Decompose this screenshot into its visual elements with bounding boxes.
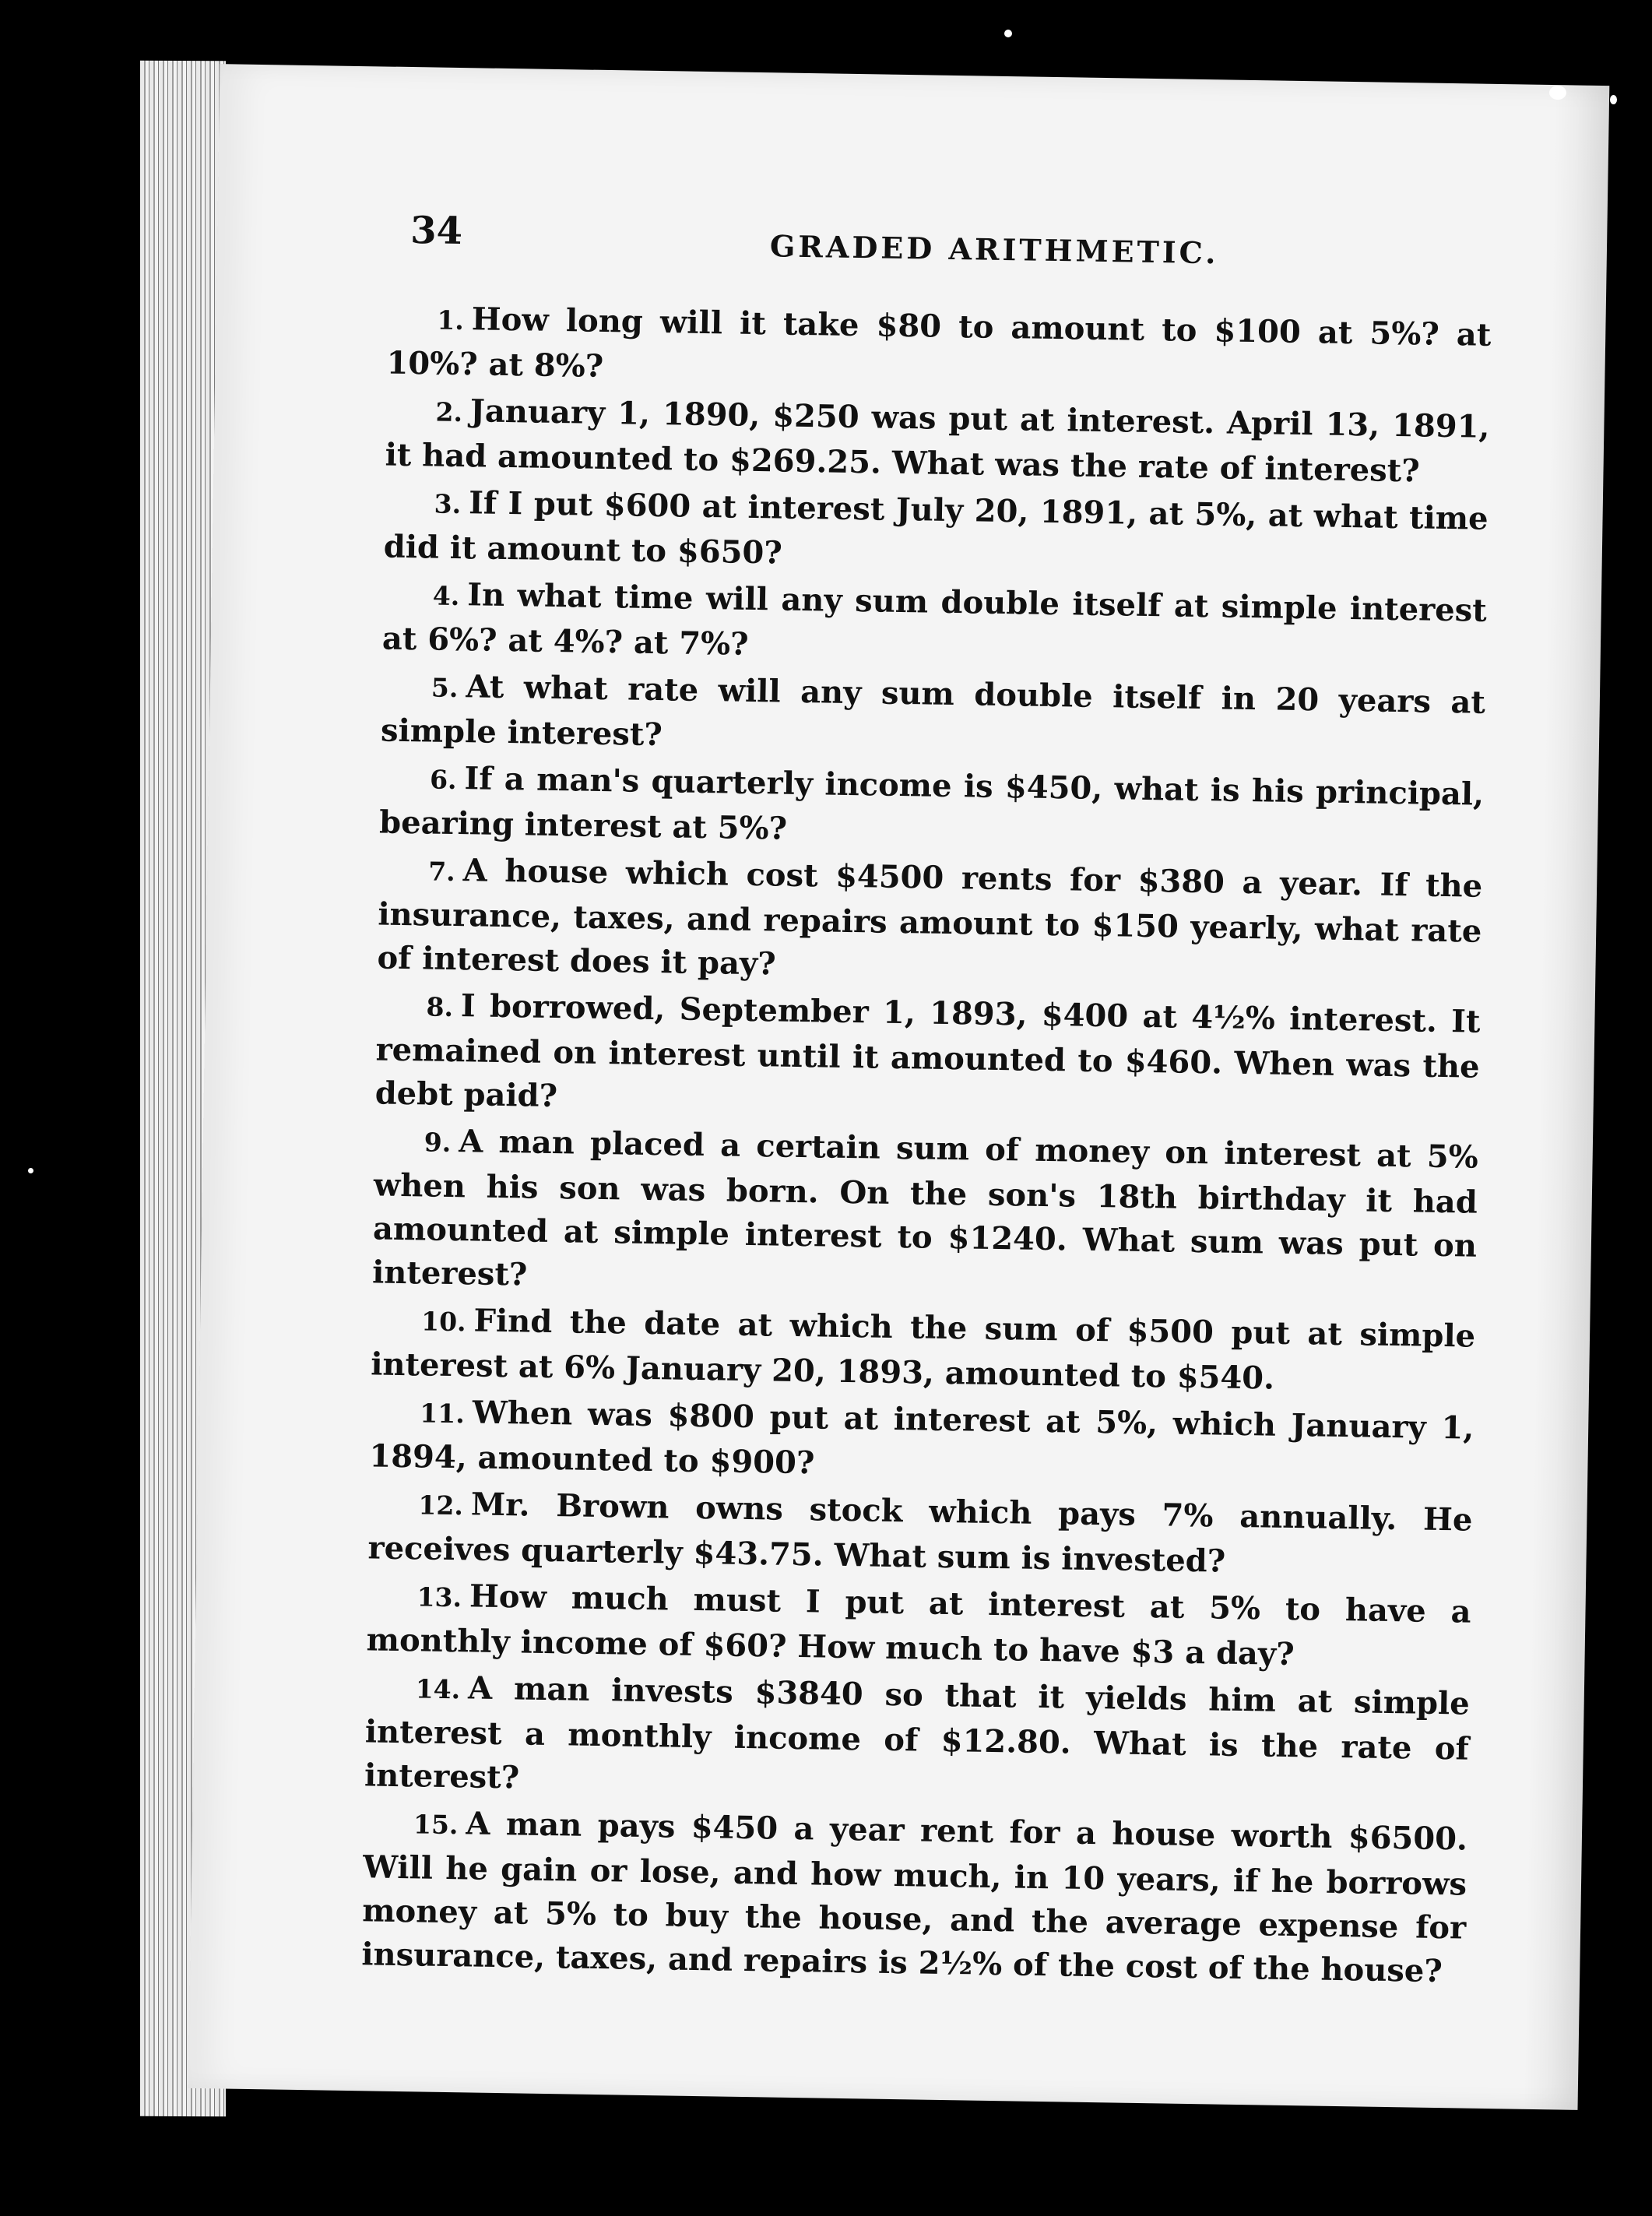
scan-speck — [28, 1168, 33, 1173]
problem-list — [361, 297, 1492, 1997]
paper-page — [188, 64, 1610, 2110]
problem-11 — [369, 1389, 1474, 1495]
problem-4 — [382, 572, 1488, 678]
spine-shadow — [1523, 85, 1609, 2110]
problem-text: A man pays $450 a year rent for a house worth $6500. Will he gain or lose, and how much, in 10 years, if he borrows money at 5% to buy the house, and the average expense for insurance, taxes, and repairs is 2½% of the cost of the house? — [361, 1805, 1468, 1990]
problem-text: January 1, 1890, $250 was put at interest. April 13, 1891, it had amounted to $269.25. What was the rate of interest? — [385, 392, 1490, 490]
problem-6 — [379, 755, 1485, 861]
problem-3 — [383, 480, 1489, 586]
problem-text: If a man's quarterly income is $450, what is his principal, bearing interest at 5%? — [378, 760, 1485, 847]
problem-5 — [381, 664, 1486, 770]
problem-10 — [371, 1297, 1476, 1403]
problem-number: 1. — [437, 304, 465, 336]
problem-13 — [366, 1573, 1471, 1679]
problem-number: 9. — [424, 1127, 452, 1158]
problem-number: 11. — [420, 1398, 466, 1430]
problem-number: 15. — [413, 1809, 459, 1841]
problem-number: 4. — [432, 580, 460, 612]
problem-number: 3. — [434, 488, 462, 520]
problem-text: I borrowed, September 1, 1893, $400 at 4½% interest. It remained on interest until it amounted to $460. When was the debt paid? — [374, 987, 1481, 1115]
problem-2 — [385, 389, 1490, 494]
problem-12 — [367, 1481, 1473, 1587]
problem-number: 13. — [417, 1581, 462, 1613]
problem-text: Mr. Brown owns stock which pays 7% annually. He receives quarterly $43.75. What sum is invested? — [367, 1486, 1473, 1580]
problem-7 — [377, 847, 1482, 997]
problem-text: Find the date at which the sum of $500 put at simple interest at 6% January 20, 1893, amounted to $540. — [370, 1302, 1476, 1397]
problem-number: 12. — [418, 1490, 464, 1521]
problem-text: At what rate will any sum double itself in 20 years at simple interest? — [380, 668, 1486, 754]
problem-number: 10. — [420, 1306, 466, 1338]
problem-text: If I put $600 at interest July 20, 1891, at 5%, at what time did it amount to $650? — [383, 484, 1489, 572]
problem-14 — [364, 1665, 1470, 1814]
problem-9 — [372, 1118, 1478, 1311]
problem-text: A house which cost $4500 rents for $380 a year. If the insurance, taxes, and repairs amount to $150 yearly, what rate of interest does it pay? — [377, 852, 1483, 983]
problem-number: 14. — [415, 1673, 461, 1705]
problem-text: How much must I put at interest at 5% to have a monthly income of $60? How much to have $3 a day? — [366, 1578, 1471, 1673]
scan-speck — [1610, 95, 1617, 104]
problem-number: 7. — [427, 856, 456, 888]
problem-1 — [386, 297, 1492, 403]
scan-speck — [1549, 86, 1566, 100]
scan-speck — [1004, 30, 1012, 37]
problem-number: 5. — [431, 672, 459, 704]
running-head: GRADED ARITHMETIC. — [769, 228, 1219, 271]
problem-text: In what time will any sum double itself at simple interest at 6%? at 4%? at 7%? — [381, 576, 1488, 663]
problem-text: A man invests $3840 so that it yields him at simple interest a monthly income of $12.80. What is the rate of interest? — [364, 1669, 1471, 1796]
problem-number: 6. — [429, 764, 457, 796]
problem-number: 2. — [435, 396, 463, 428]
problem-number: 8. — [426, 991, 454, 1022]
problem-text: When was $800 put at interest at 5%, which January 1, 1894, amounted to $900? — [369, 1394, 1474, 1482]
problem-text: A man placed a certain sum of money on interest at 5% when his son was born. On the son's 18th birthday it had amounted at simple interest to $1240. What sum was put on interest? — [371, 1123, 1479, 1293]
problem-8 — [374, 983, 1480, 1132]
page-number: 34 — [409, 209, 463, 254]
problem-15 — [361, 1800, 1467, 1993]
problem-text: How long will it take $80 to amount to $100 at 5%? at 10%? at 8%? — [386, 301, 1492, 385]
